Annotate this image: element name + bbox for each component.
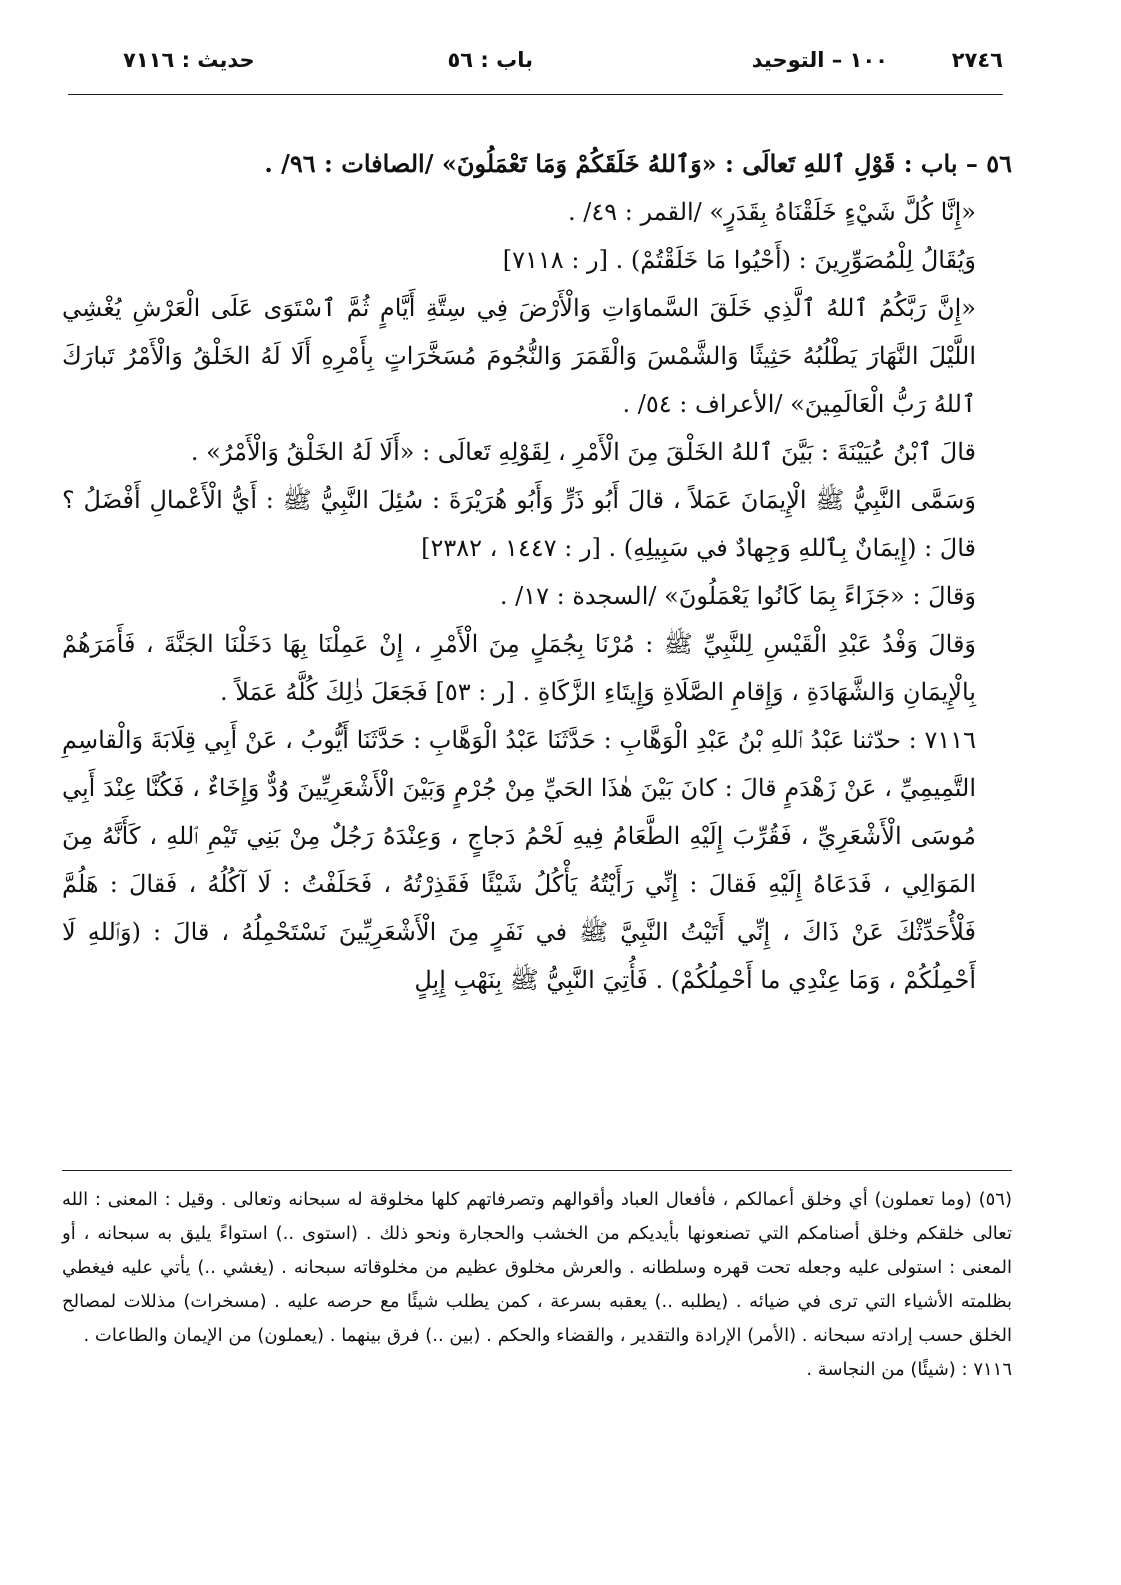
abd-al-qays-paragraph: وَقالَ وَفْدُ عَبْدِ الْقَيْسِ لِلنَّبِيِّ ﷺ : مُرْنَا بِجُمَلٍ مِنَ الْأَمْرِ ، إِنْ عَمِلْنَا بِهَا دَخَلْنَا الجَنَّةَ ، فَأَمَرَهُمْ بِالْإِيمَانِ وَالشَّهَادَةِ ، وَإِقامِ الصَّلَاةِ وَإِيتَاءِ الزَّكَاةِ . [ر : ٥٣] فَجَعَلَ ذٰلِكَ كُلَّهُ عَمَلاً . (62, 630, 976, 706)
footnote-56: (٥٦) (وما تعملون) أي وخلق أعمالكم ، فأفعال العباد وأقوالهم وتصرفاتهم كلها مخلوقة له سبحانه وتعالى . وقيل : المعنى : الله تعالى خلقكم وخلق أصنامكم التي تصنعونها بأيديكم من الخشب والحجارة ونحو ذلك . (استوى ..) استواءً يليق به سبحانه ، أو المعنى : استولى عليه وجعله تحت قهره وسلطانه . والعرش مخلوق عظيم من مخلوقاته سبحانه . (يغشي ..) يأتي عليه فيغطي بظلمته الأشياء التي ترى في ضيائه . (يطلبه ..) يعقبه بسرعة ، كمن يطلب شيئًا مع حرصه عليه . (مسخرات) مذللات لمصالح الخلق حسب إرادته سبحانه . (الأمر) الإرادة والتقدير ، والقضاء والحكم . (بين ..) فرق بينهما . (يعملون) من الإيمان والطاعات . (62, 1189, 1012, 1346)
quran-verse-araf: «إِنَّ رَبَّكُمُ ٱللهُ ٱلَّذِي خَلَقَ السَّماوَاتِ وَالْأَرْضَ فِي سِتَّةِ أَيَّامٍ ثُمَّ ٱسْتَوَى عَلَى الْعَرْشِ يُغْشِي اللَّيْلَ النَّهَارَ يَطْلُبُهُ حَثِيثًا وَالشَّمْسَ وَالْقَمَرَ وَالنُّجُومَ مُسَخَّرَاتٍ بِأَمْرِهِ أَلَا لَهُ الخَلْقُ وَالْأَمْرُ تَبارَكَ ٱللهُ رَبُّ الْعَالَمِينَ» /الأعراف : ٥٤/ . (62, 294, 977, 418)
bab-heading: ٥٦ – باب : قَوْلِ ٱللهِ تَعالَى : «وَٱللهُ خَلَقَكُمْ وَمَا تَعْمَلُونَ» /الصافات : ٩٦/ . (264, 149, 1012, 178)
hadith-7116-text: ٧١١٦ : حدّثنا عَبْدُ ٱللهِ بْنُ عَبْدِ الْوَهَّابِ : حَدَّثَنَا عَبْدُ الْوَهَّابِ : حَدَّثَنَا أَيُّوبُ ، عَنْ أَبِي قِلَابَةَ وَالْقاسِمِ التَّمِيمِيِّ ، عَنْ زَهْدَمٍ قالَ : كانَ بَيْنَ هٰذَا الحَيِّ مِنْ جُرْمٍ وَبَيْنَ الْأَشْعَرِيِّينَ وُدٌّ وَإِخَاءٌ ، فَكُنَّا عِنْدَ أَبِي مُوسَى الْأَشْعَرِيِّ ، فَقُرِّبَ إِلَيْهِ الطَّعَامُ فِيهِ لَحْمُ دَجاجٍ ، وَعِنْدَهُ رَجُلٌ مِنْ بَنِي تَيْمِ ٱللهِ ، كَأَنَّهُ مِنَ المَوَالِي ، فَدَعَاهُ إِلَيْهِ فَقالَ : إِنِّي رَأَيْتُهُ يَأْكُلُ شَيْئًا فَقَذِرْتُهُ ، فَحَلَفْتُ : لَا آكُلُهُ ، فَقالَ : هَلُمَّ فَلْأُحَدِّثْكَ عَنْ ذَاكَ ، إِنِّي أَتَيْتُ النَّبِيَّ ﷺ في نَفَرٍ مِنَ الْأَشْعَرِيِّينَ نَسْتَحْمِلُهُ ، قالَ : (وَٱللهِ لَا أَحْمِلُكُمْ ، وَمَا عِنْدِي ما أَحْمِلُكُمْ) . فَأُتِيَ النَّبِيُّ ﷺ بِنَهْبِ إِبِلٍ (62, 726, 977, 994)
header-divider (68, 94, 1003, 95)
iman-amal-paragraph: وَسَمَّى النَّبِيُّ ﷺ الْإِيمَانَ عَمَلاً ، قالَ أَبُو ذَرٍّ وَأَبُو هُرَيْرَةَ : سُئِلَ النَّبِيُّ ﷺ : أَيُّ الْأَعْمالِ أَفْضَلُ ؟ قالَ : (إِيمَانٌ بِٱللهِ وَجِهادٌ في سَبِيلِهِ) . [ر : ١٤٤٧ ، ٢٣٨٢] (62, 486, 976, 562)
quran-verse-qamar: «إِنَّا كُلَّ شَيْءٍ خَلَقْنَاهُ بِقَدَرٍ» /القمر : ٤٩/ . (567, 198, 976, 226)
ibn-uyaynah-statement: قالَ ٱبْنُ عُيَيْنَةَ : بَيَّنَ ٱللهُ الخَلْقَ مِنَ الْأَمْرِ ، لِقَوْلِهِ تَعالَى : «أَلَا لَهُ الخَلْقُ وَالْأَمْرُ» . (190, 438, 976, 466)
footnotes (62, 1183, 1012, 1387)
chapter-title: ١٠٠ – التوحيد (751, 48, 888, 72)
page-number: ٢٧٤٦ (951, 48, 1003, 72)
page-header (68, 40, 1003, 84)
footnote-7116: ٧١١٦ : (شيئًا) من النجاسة . (806, 1359, 1012, 1380)
footnote-divider (62, 1170, 1012, 1171)
bab-number: باب : ٥٦ (447, 48, 533, 72)
main-text (62, 140, 1012, 1004)
hadith-number: حديث : ٧١١٦ (123, 48, 255, 72)
quran-verse-sajdah: وَقالَ : «جَزَاءً بِمَا كَانُوا يَعْمَلُونَ» /السجدة : ١٧/ . (499, 582, 976, 610)
musawwirin-statement: وَيُقَالُ لِلْمُصَوِّرِينَ : (أَحْيُوا مَا خَلَقْتُمْ) . [ر : ٧١١٨] (502, 246, 976, 274)
